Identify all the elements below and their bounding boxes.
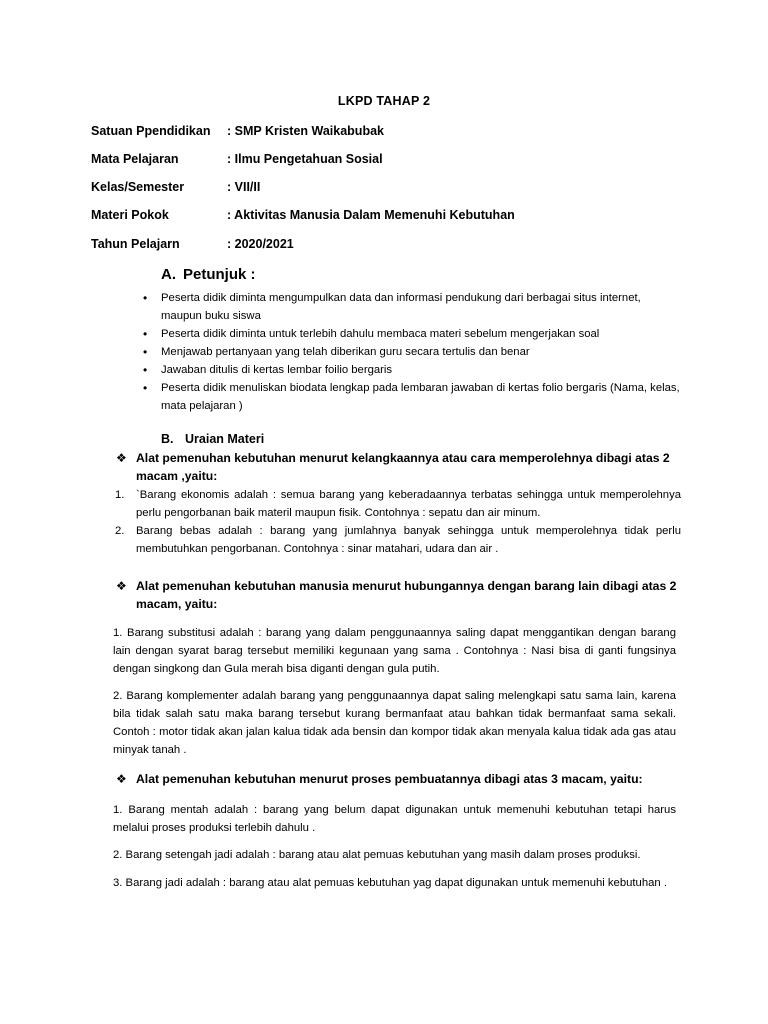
identity-value: : Ilmu Pengetahuan Sosial xyxy=(227,152,383,166)
subsection-heading-text: Alat pemenuhan kebutuhan menurut kelangkaannya atau cara memperolehnya dibagi atas 2 macam ,yaitu: xyxy=(136,451,670,483)
page-title: LKPD TAHAP 2 xyxy=(337,94,431,108)
list-item xyxy=(143,361,683,379)
identity-value: : VII/II xyxy=(227,180,261,194)
identity-label: Satuan Ppendidikan xyxy=(91,124,211,138)
section-letter: B. xyxy=(161,432,174,446)
list-item-text: Peserta didik diminta mengumpulkan data dan informasi pendukung dari berbagai situs internet, maupun buku siswa xyxy=(161,292,641,322)
paragraph-finished-goods: 3. Barang jadi adalah : barang atau alat pemuas kebutuhan yag dapat digunakan untuk memenuhi kebutuhan . xyxy=(113,877,667,889)
diamond-bullet-icon: ❖ xyxy=(116,772,127,786)
identity-value: : Aktivitas Manusia Dalam Memenuhi Kebutuhan xyxy=(227,208,515,222)
list-item xyxy=(115,522,681,558)
identity-label: Materi Pokok xyxy=(91,208,169,222)
identity-row-year xyxy=(91,237,711,255)
list-item-text: Barang bebas adalah : barang yang jumlahnya banyak sehingga untuk memperolehnya tidak perlu membutuhkan pengorbanan. Contohnya : sinar matahari, udara dan air . xyxy=(136,525,681,555)
diamond-bullet-icon: ❖ xyxy=(116,579,127,593)
section-b-heading xyxy=(161,432,264,446)
subsection-heading-production xyxy=(116,770,681,788)
paragraph-raw-goods: 1. Barang mentah adalah : barang yang belum dapat digunakan untuk memenuhi kebutuhan tetapi harus melalui proses produksi terlebih dahulu . xyxy=(113,804,676,834)
bullet-icon: • xyxy=(143,327,148,341)
identity-row-class xyxy=(91,180,711,198)
list-item xyxy=(143,343,683,361)
list-item-text: `Barang ekonomis adalah : semua barang yang keberadaannya terbatas sehingga untuk memperolehnya perlu pengorbanan baik materil maupun fisik. Contohnya : sepatu dan air minum. xyxy=(136,489,681,519)
identity-label: Kelas/Semester xyxy=(91,180,185,194)
subsection-heading-relation xyxy=(116,577,681,613)
list-item-text: Peserta didik diminta untuk terlebih dahulu membaca materi sebelum mengerjakan soal xyxy=(161,328,600,340)
identity-row-topic xyxy=(91,208,711,226)
list-item xyxy=(115,486,681,522)
subsection-heading-scarcity xyxy=(116,449,681,485)
list-number: 2. xyxy=(115,525,125,537)
identity-value: : 2020/2021 xyxy=(227,237,294,251)
numbered-list-scarcity xyxy=(115,486,681,558)
list-item xyxy=(143,325,683,343)
section-letter: A. xyxy=(161,266,176,283)
paragraph-semi-finished: 2. Barang setengah jadi adalah : barang atau alat pemuas kebutuhan yang masih dalam proses produksi. xyxy=(113,849,641,861)
section-a-heading xyxy=(161,266,256,283)
bullet-icon: • xyxy=(143,291,148,305)
identity-row-subject xyxy=(91,152,711,170)
identity-label: Tahun Pelajarn xyxy=(91,237,180,251)
section-title: Uraian Materi xyxy=(185,432,265,446)
subsection-heading-text: Alat pemenuhan kebutuhan menurut proses pembuatannya dibagi atas 3 macam, yaitu: xyxy=(136,772,643,786)
bullet-icon: • xyxy=(143,345,148,359)
identity-value: : SMP Kristen Waikabubak xyxy=(227,124,384,138)
list-item-text: Jawaban ditulis di kertas lembar foilio bergaris xyxy=(161,364,393,376)
list-item-text: Peserta didik menuliskan biodata lengkap pada lembaran jawaban di kertas folio bergaris (Nama, kelas, mata pelajaran ) xyxy=(161,382,680,412)
paragraph-substitution: 1. Barang substitusi adalah : barang yang dalam penggunaannya saling dapat menggantikan dengan barang lain dengan syarat barag tersebut memiliki kegunaan yang sama . Contohnya : Nasi bisa di ganti fungsinya dengan singkong dan Gula merah bisa diganti dengan gula putih. xyxy=(113,627,676,675)
subsection-heading-text: Alat pemenuhan kebutuhan manusia menurut hubungannya dengan barang lain dibagi atas 2 macam, yaitu: xyxy=(136,579,677,611)
bullet-icon: • xyxy=(143,363,148,377)
list-item xyxy=(143,289,683,325)
bullet-icon: • xyxy=(143,381,148,395)
list-number: 1. xyxy=(115,489,125,501)
diamond-bullet-icon: ❖ xyxy=(116,451,127,465)
paragraph-complementary: 2. Barang komplementer adalah barang yang penggunaannya dapat saling melengkapi satu sama lain, karena bila tidak salah satu maka barang tersebut kurang bermanfaat atau bahkan tidak bermanfaat sama sekali. Contoh : motor tidak akan jalan kalua tidak ada bensin dan kompor tidak akan menyala kalua tidak ada gas atau minyak tanah . xyxy=(113,690,676,756)
instruction-list xyxy=(143,289,683,415)
list-item-text: Menjawab pertanyaan yang telah diberikan guru secara tertulis dan benar xyxy=(161,346,530,358)
list-item xyxy=(143,379,683,415)
identity-row-school xyxy=(91,124,711,142)
section-title: Petunjuk : xyxy=(183,266,256,283)
identity-label: Mata Pelajaran xyxy=(91,152,179,166)
